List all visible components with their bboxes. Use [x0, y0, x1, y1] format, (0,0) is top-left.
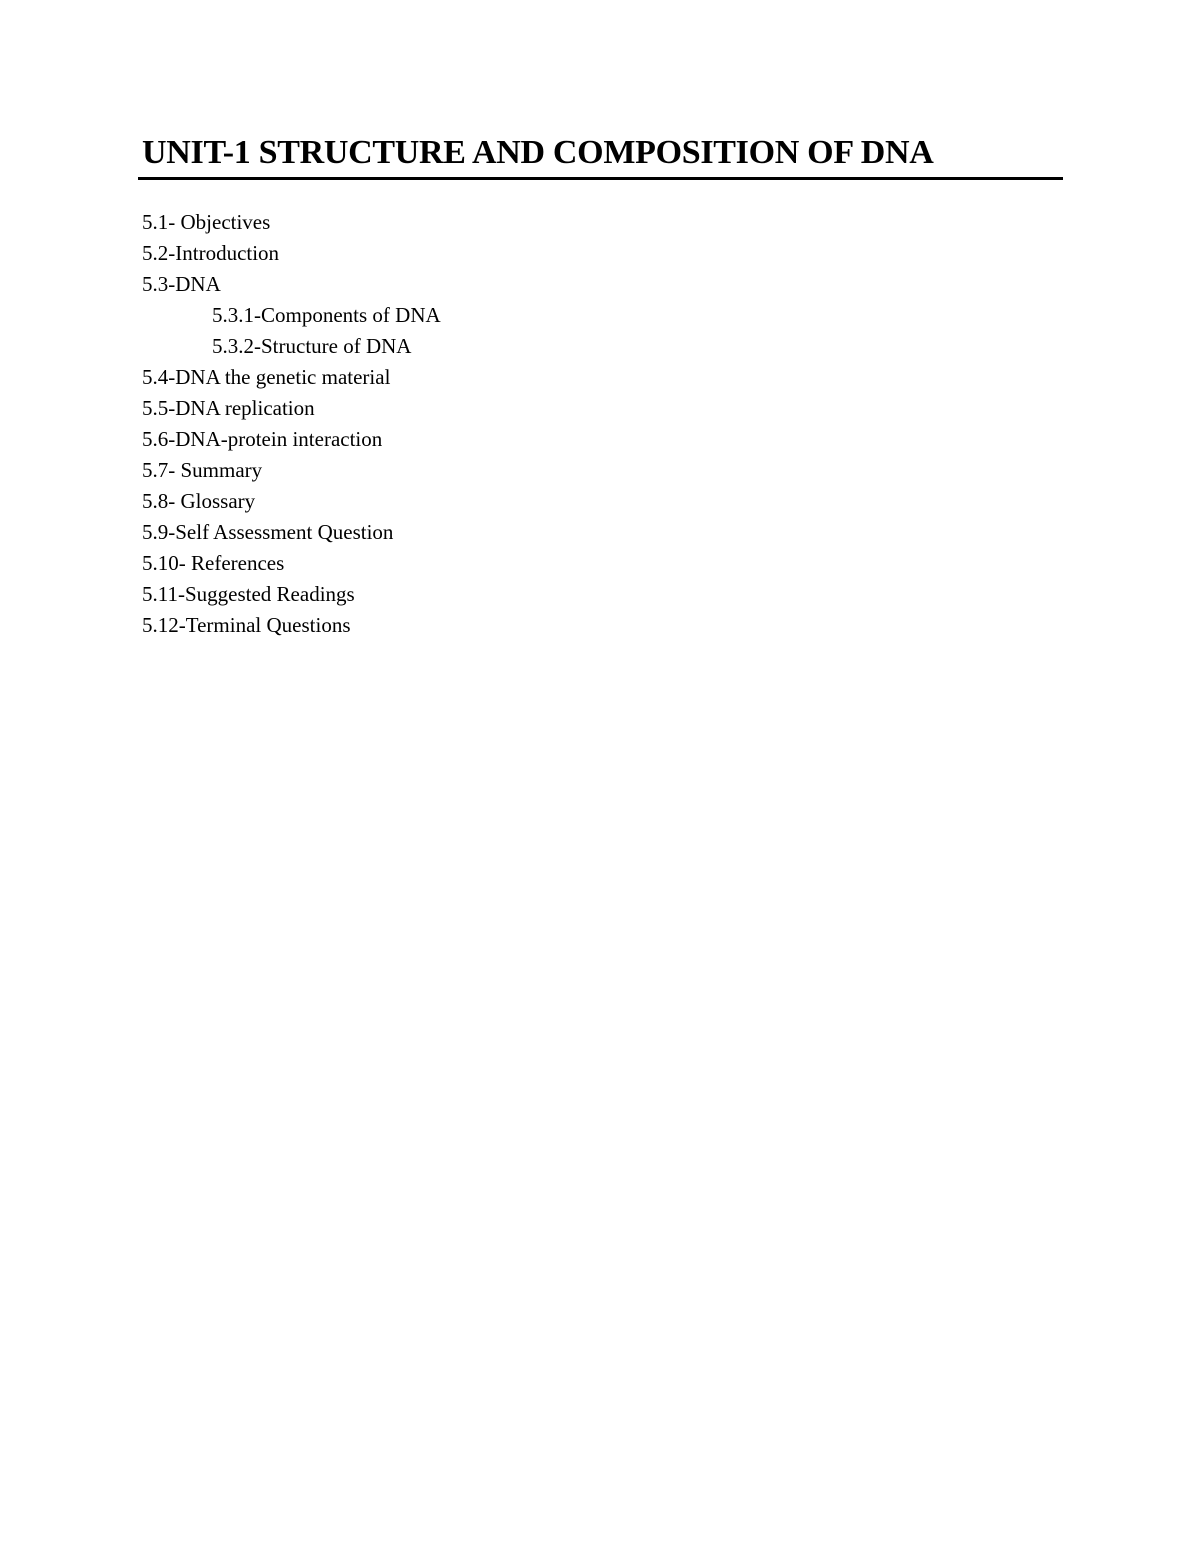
page-title: UNIT-1 STRUCTURE AND COMPOSITION OF DNA [142, 134, 934, 171]
toc-item-introduction: 5.2-Introduction [142, 241, 280, 265]
title-underline [138, 177, 1063, 180]
toc-subitem-structure-of-dna: 5.3.2-Structure of DNA [212, 334, 412, 358]
toc-item-dna: 5.3-DNA [142, 272, 221, 296]
toc-item-objectives: 5.1- Objectives [142, 210, 271, 234]
table-of-contents [142, 207, 441, 641]
toc-item-self-assessment-question: 5.9-Self Assessment Question [142, 520, 394, 544]
toc-item-terminal-questions: 5.12-Terminal Questions [142, 613, 351, 637]
toc-item-references: 5.10- References [142, 551, 285, 575]
toc-subitem-components-of-dna: 5.3.1-Components of DNA [212, 303, 441, 327]
toc-item-dna-genetic-material: 5.4-DNA the genetic material [142, 365, 391, 389]
toc-item-glossary: 5.8- Glossary [142, 489, 256, 513]
toc-item-summary: 5.7- Summary [142, 458, 263, 482]
toc-item-dna-protein-interaction: 5.6-DNA-protein interaction [142, 427, 383, 451]
toc-item-suggested-readings: 5.11-Suggested Readings [142, 582, 355, 606]
toc-item-dna-replication: 5.5-DNA replication [142, 396, 315, 420]
